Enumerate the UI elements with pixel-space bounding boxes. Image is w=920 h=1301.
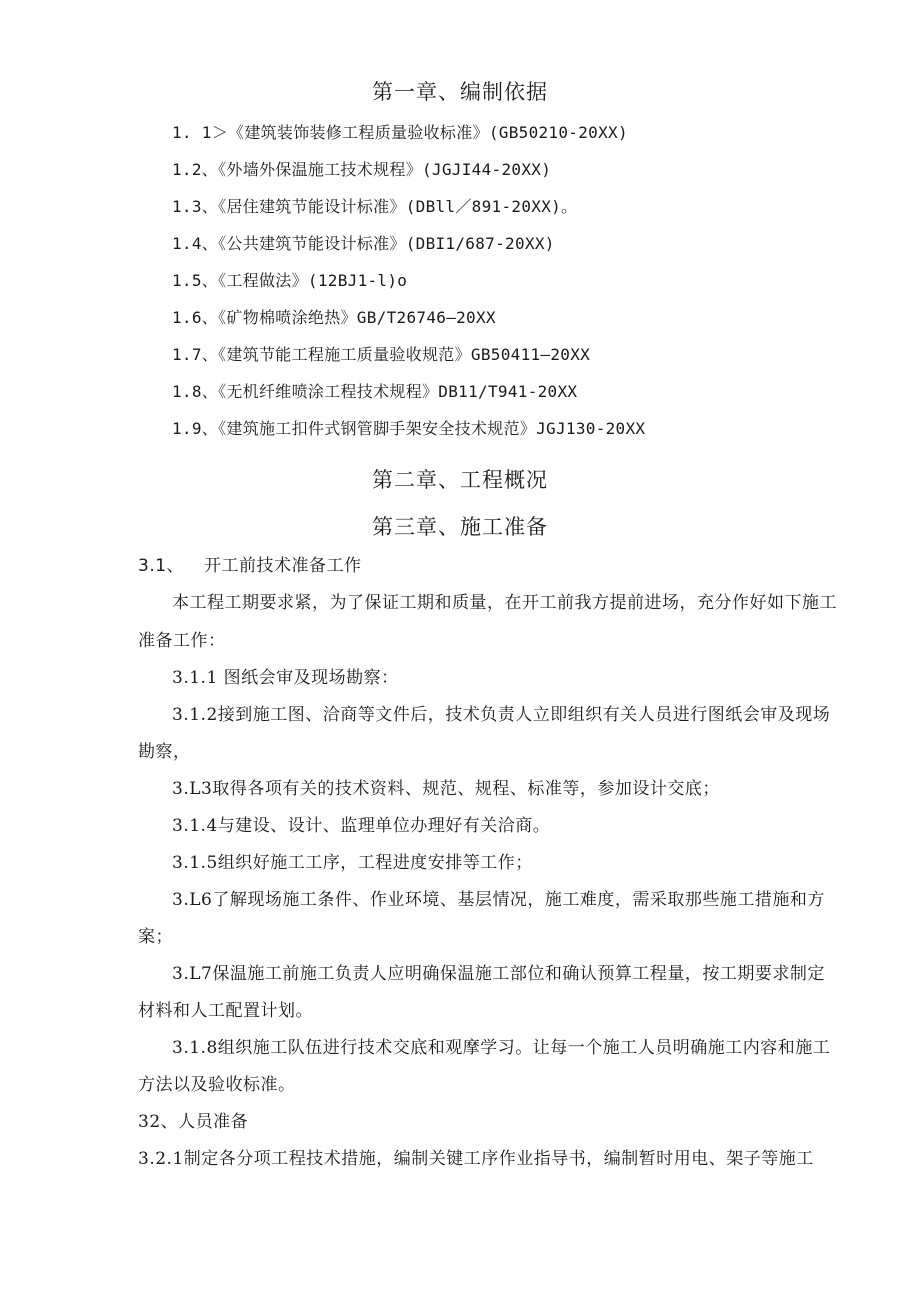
ch1-item-8: 1.8、《无机纤维喷涂工程技术规程》DB11/T941-20XX: [172, 382, 578, 401]
ch1-item-9: 1.9、《建筑施工扣件式钢管脚手架安全技术规范》JGJ130-20XX: [172, 419, 646, 438]
item-3-1-3: 3.L3取得各项有关的技术资料、规范、规程、标准等，参加设计交底；: [172, 779, 720, 799]
item-3-1-7-line-2: 材料和人工配置计划。: [138, 1001, 313, 1021]
ch1-item-5: 1.5、《工程做法》(12BJ1-l)o: [172, 271, 408, 290]
ch1-item-3: 1.3、《居住建筑节能设计标准》(DBll／891-20XX)。: [172, 197, 578, 216]
section-3-1-heading: [138, 555, 361, 577]
ch1-item-2: 1.2、《外墙外保温施工技术规程》(JGJI44-20XX): [172, 160, 552, 179]
item-3-1-1: 3.1.1 图纸会审及现场勘察：: [172, 668, 399, 688]
item-3-1-6-line-2: 案；: [138, 927, 173, 947]
item-3-1-4: 3.1.4与建设、设计、监理单位办理好有关洽商。: [172, 816, 551, 836]
item-3-2-1-line-1: 3.2.1制定各分项工程技术措施，编制关键工序作业指导书，编制暂时用电、架子等施工: [138, 1149, 814, 1169]
chapter-3-title: 第三章、施工准备: [372, 515, 548, 539]
item-3-1-8-line-2: 方法以及验收标准。: [138, 1075, 296, 1095]
section-3-1-title: 开工前技术准备工作: [203, 556, 362, 576]
section-3-1-number: 3.1、: [138, 556, 185, 576]
item-3-1-7-line-1: 3.L7保温施工前施工负责人应明确保温施工部位和确认预算工程量，按工期要求制定: [172, 964, 825, 984]
ch1-item-6: 1.6、《矿物棉喷涂绝热》GB/T26746—20XX: [172, 308, 496, 327]
item-3-1-8-line-1: 3.1.8组织施工队伍进行技术交底和观摩学习。让每一个施工人员明确施工内容和施工: [172, 1038, 831, 1058]
ch1-item-4: 1.4、《公共建筑节能设计标准》(DBI1/687-20XX): [172, 234, 555, 253]
ch1-item-7: 1.7、《建筑节能工程施工质量验收规范》GB50411—20XX: [172, 345, 591, 364]
item-3-1-6-line-1: 3.L6了解现场施工条件、作业环境、基层情况，施工难度，需采取那些施工措施和方: [172, 890, 825, 910]
chapter-1-title: 第一章、编制依据: [372, 80, 548, 104]
section-3-1-intro-line-2: 准备工作：: [138, 631, 226, 651]
chapter-2-title: 第二章、工程概况: [372, 468, 548, 492]
section-3-2-heading: 32、人员准备: [138, 1112, 249, 1132]
item-3-1-5: 3.1.5组织好施工工序，工程进度安排等工作；: [172, 853, 533, 873]
ch1-item-1: 1. 1＞《建筑装饰装修工程质量验收标准》(GB50210-20XX): [172, 123, 628, 142]
item-3-1-2-line-2: 勘察，: [138, 742, 191, 762]
section-3-1-intro-line-1: 本工程工期要求紧，为了保证工期和质量，在开工前我方提前进场，充分作好如下施工: [172, 593, 837, 613]
item-3-1-2-line-1: 3.1.2接到施工图、洽商等文件后，技术负责人立即组织有关人员进行图纸会审及现场: [172, 705, 831, 725]
